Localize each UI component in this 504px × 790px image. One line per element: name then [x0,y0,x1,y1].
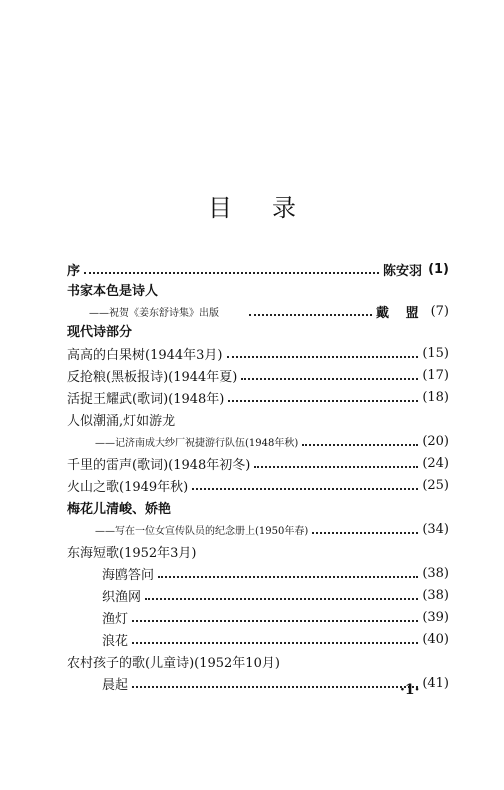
toc-entry-page: (17) [422,367,449,383]
toc-entry [102,628,449,650]
toc-entry-title: 千里的雷声(歌词)(1948年初冬) [67,457,251,473]
toc-entry-page: (41) [422,675,449,691]
toc-entry-title: 高高的白果树(1944年3月) [67,347,223,363]
dot-leader [132,620,418,622]
toc-entry-title: 火山之歌(1949年秋) [67,479,189,495]
toc-entry-subtitle [95,430,449,452]
toc-entry [67,474,449,496]
toc-entry-title: 晨起 [102,677,129,693]
toc-entry-heading [67,278,449,300]
dot-leader [302,444,418,446]
toc-entry-title: 序 [67,263,81,279]
dot-leader [254,466,418,468]
dot-leader [158,576,418,578]
toc-entry-author: 戴 盟 [376,305,425,321]
toc-entry-title: 活捉王耀武(歌词)(1948年) [67,391,225,407]
toc-entry-title: 东海短歌(1952年3月) [67,545,197,561]
page-title: 目录 [208,194,336,222]
toc-entry [67,496,449,518]
toc-entry [67,650,449,672]
toc-entry-page: (1) [428,261,449,277]
dot-leader [84,272,379,274]
toc-entry-page: (25) [422,477,449,493]
toc-entry-page: (39) [422,609,449,625]
toc-entry-title: 书家本色是诗人 [67,283,159,299]
dot-leader [249,314,372,316]
toc-entry-page: (18) [422,389,449,405]
toc-entry-title: 浪花 [102,633,129,649]
toc-entry [102,562,449,584]
toc-entry-author: 陈安羽 [383,263,423,279]
toc-entry-page: (34) [422,521,449,537]
toc-entry-page: (24) [422,455,449,471]
toc-entry-page: (20) [422,433,449,449]
page-number: ·1· [400,682,420,698]
toc-entry-page: (15) [422,345,449,361]
toc-entry-title: 农村孩子的歌(儿童诗)(1952年10月) [67,655,280,671]
toc-entry-title: 梅花儿清峻、娇艳 [67,501,172,517]
toc-entry [67,452,449,474]
toc-entry [67,408,449,430]
toc-entry-subtitle [95,518,449,540]
toc-entry [102,584,449,606]
toc-entry-title: ——祝贺《姜东舒诗集》出版 [89,307,219,319]
toc-entry-page: (7) [430,303,449,319]
toc-entry-title: ——写在一位女宣传队员的纪念册上(1950年春) [95,525,309,537]
toc-entry [102,672,449,694]
toc-entry-page: (40) [422,631,449,647]
dot-leader [228,400,418,402]
dot-leader [227,356,419,358]
toc-entry-title: 渔灯 [102,611,129,627]
toc-entry-title: 织渔网 [102,589,142,605]
toc-entry-title: 海鸥答问 [102,567,155,583]
toc-entry-page: (38) [422,587,449,603]
toc-entry [102,606,449,628]
toc-entry-title: 现代诗部分 [67,324,133,340]
dot-leader [145,598,418,600]
toc-entry-page: (38) [422,565,449,581]
dot-leader [312,532,418,534]
toc-entry [67,540,449,562]
dot-leader [132,642,418,644]
toc-entry [67,386,449,408]
dot-leader [132,686,418,688]
toc-entry-title: 人似潮涌,灯如游龙 [67,413,176,429]
toc-entry [67,342,449,364]
toc-entry-title: ——记济南成大纱厂祝捷游行队伍(1948年秋) [95,437,299,449]
toc-entry [67,364,449,386]
dot-leader [241,378,418,380]
dot-leader [192,488,418,490]
toc-section-heading [67,319,449,341]
toc-entry-preface [67,258,449,280]
toc-entry-title: 反抢粮(黑板报诗)(1944年夏) [67,369,238,385]
